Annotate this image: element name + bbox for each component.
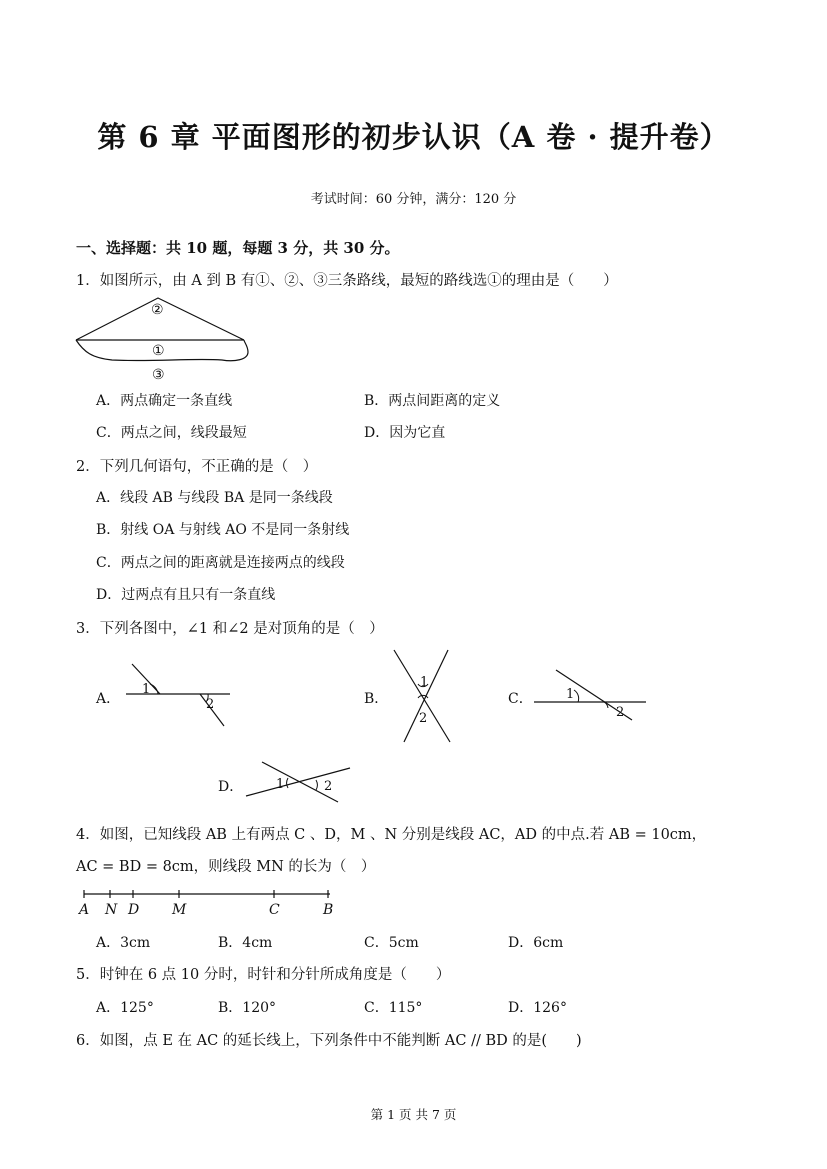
question-3-stem: 3．下列各图中，∠1 和∠2 是对顶角的是（ ）	[76, 621, 384, 637]
point-b-label: B	[323, 902, 334, 918]
q5-option-c: C．115°	[364, 1000, 423, 1016]
q3b-angle-2: 2	[419, 711, 428, 726]
q3c-angle-2: 2	[616, 705, 625, 720]
q1-option-b: B．两点间距离的定义	[364, 393, 501, 409]
section-heading: 一、选择题：共 10 题，每题 3 分，共 30 分。	[76, 239, 400, 257]
question-6-stem: 6．如图，点 E 在 AC 的延长线上，下列条件中不能判断 AC // BD 的是( )	[76, 1033, 582, 1049]
q3-option-a: A．	[96, 691, 121, 707]
q1-option-a: A．两点确定一条直线	[96, 393, 233, 409]
q3-figure-d	[240, 758, 355, 806]
q3-figure-a	[120, 660, 235, 732]
q5-option-d: D．126°	[508, 1000, 567, 1016]
q3c-angle-1: 1	[566, 687, 575, 702]
question-4-figure	[74, 884, 339, 918]
page-title: 第 6 章 平面图形的初步认识（A 卷 · 提升卷）	[97, 120, 730, 154]
q3d-angle-1: 1	[276, 777, 285, 792]
question-4-stem-line2: AC = BD = 8cm，则线段 MN 的长为（ ）	[76, 859, 376, 875]
q3a-angle-1: 1	[142, 682, 151, 697]
question-1-stem: 1．如图所示，由 A 到 B 有①、②、③三条路线，最短的路线选①的理由是（ ）	[76, 273, 618, 289]
q1-option-d: D．因为它直	[364, 425, 446, 441]
q2-option-d: D．过两点有且只有一条直线	[96, 587, 276, 603]
page-footer: 第 1 页 共 7 页	[370, 1107, 457, 1122]
q3b-angle-1: 1	[420, 675, 429, 690]
point-m-label: M	[172, 902, 187, 918]
route-3-label: ③	[152, 367, 165, 383]
q4-option-d: D．6cm	[508, 935, 564, 951]
question-5-stem: 5．时钟在 6 点 10 分时，时针和分针所成角度是（ ）	[76, 967, 451, 983]
question-4-stem-line1: 4．如图，已知线段 AB 上有两点 C 、D，M 、N 分别是线段 AC，AD 的中点.若 AB = 10cm，	[76, 827, 707, 843]
q3-option-c: C．	[508, 691, 533, 707]
q4-option-c: C．5cm	[364, 935, 419, 951]
q3-option-b: B．	[364, 691, 389, 707]
q2-option-b: B．射线 OA 与射线 AO 不是同一条射线	[96, 522, 350, 538]
question-2-stem: 2．下列几何语句，不正确的是（ ）	[76, 459, 318, 475]
q4-option-a: A．3cm	[96, 935, 151, 951]
q1-option-c: C．两点之间，线段最短	[96, 425, 247, 441]
q3-option-d: D．	[218, 779, 244, 795]
route-1-label: ①	[152, 343, 165, 359]
q3-figure-b	[390, 646, 455, 744]
point-c-label: C	[269, 902, 280, 918]
q3a-angle-2: 2	[206, 697, 215, 712]
q2-option-a: A．线段 AB 与线段 BA 是同一条线段	[96, 490, 333, 506]
q3-figure-c	[530, 666, 650, 726]
q2-option-c: C．两点之间的距离就是连接两点的线段	[96, 555, 345, 571]
question-1-figure	[72, 294, 257, 386]
point-a-label: A	[79, 902, 90, 918]
route-2-label: ②	[151, 302, 164, 318]
q5-option-b: B．120°	[218, 1000, 277, 1016]
q4-option-b: B．4cm	[218, 935, 273, 951]
point-d-label: D	[128, 902, 140, 918]
q3d-angle-2: 2	[324, 779, 333, 794]
q5-option-a: A．125°	[96, 1000, 154, 1016]
point-n-label: N	[105, 902, 118, 918]
exam-meta: 考试时间：60 分钟，满分：120 分	[310, 192, 517, 207]
